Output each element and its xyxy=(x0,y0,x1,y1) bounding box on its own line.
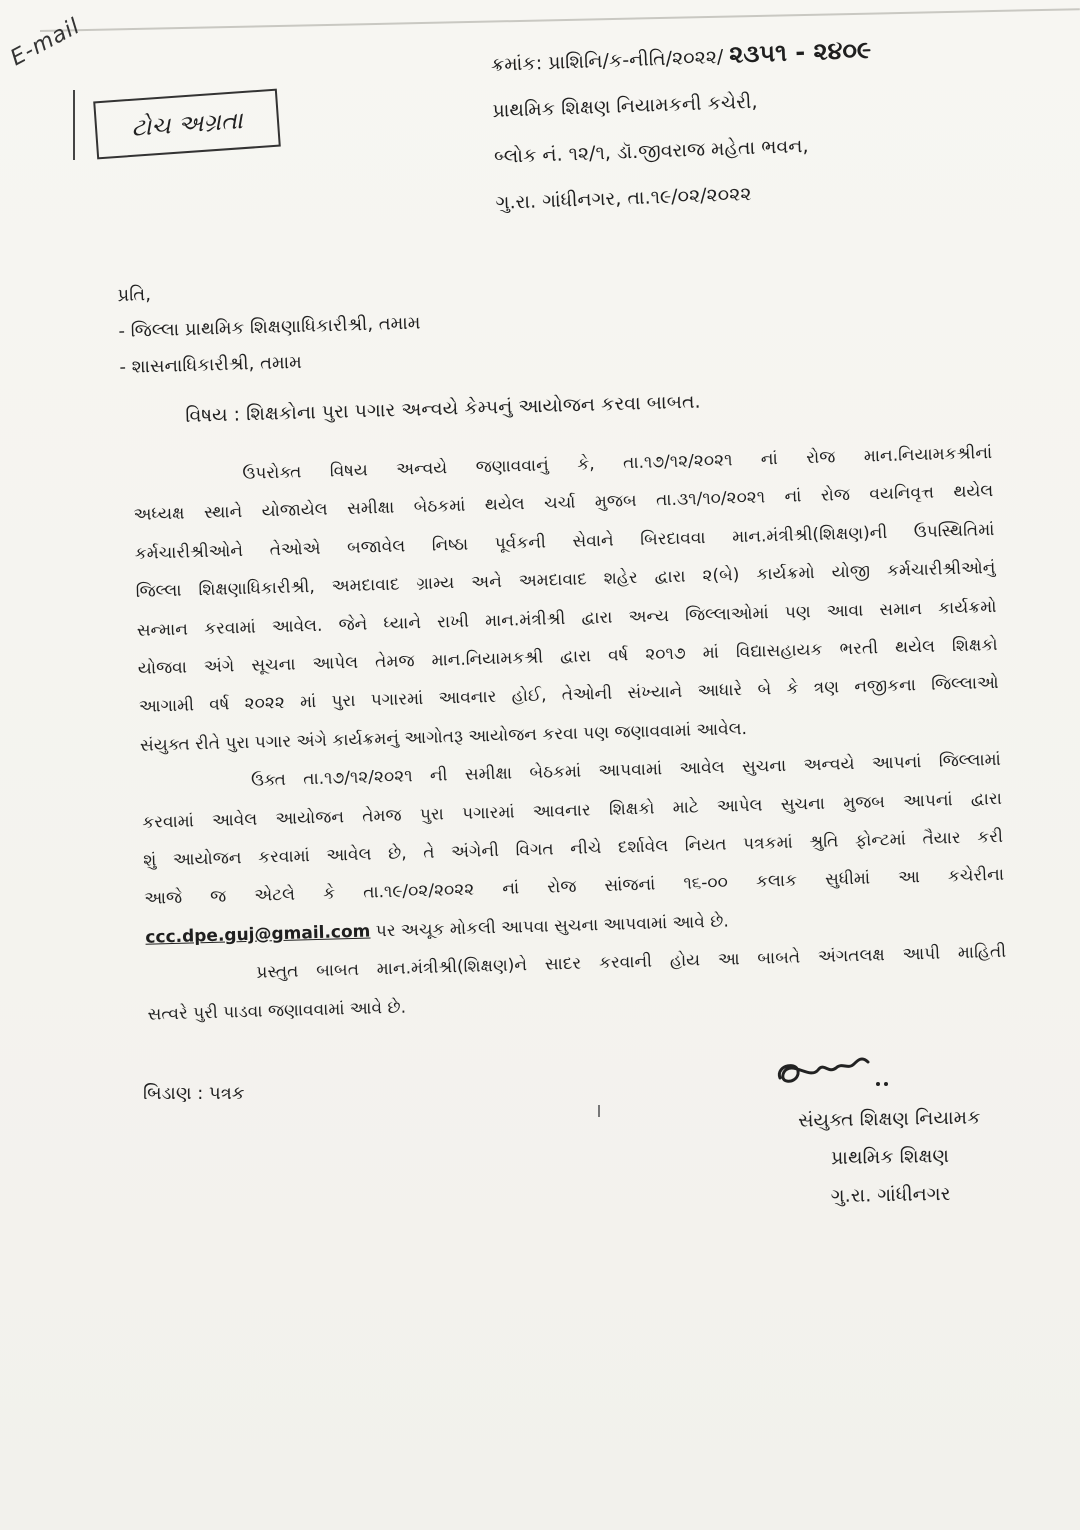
body-line: કરવામાં આવેલ આયોજન તેમજ પુરા પગારમાં આવનાર શિક્ષકો માટે આપેલ સુચના મુજબ આપનાં દ્વારા xyxy=(141,788,1003,833)
body-line: શું આયોજન કરવામાં આવેલ છે, તે અંગેની વિગત નીચે દર્શાવેલ નિયત પત્રકમાં શ્રુતિ ફોન્ટમાં તૈયાર કરી xyxy=(142,826,1004,871)
body-line: આગામી વર્ષ ૨૦૨૨ માં પુરા પગારમાં આવનાર હોઈ, તેઓની સંખ્યાને આધારે બે કે ત્રણ નજીકના જિલ્લાઓ xyxy=(138,673,999,718)
office-name: પ્રાથમિક શિક્ષણ નિયામકની કચેરી, xyxy=(492,90,758,122)
scan-mark xyxy=(598,1105,600,1117)
reference-number-handwritten: ૨૩૫૧ - ૨૪૦૯ xyxy=(728,35,872,69)
scan-edge-mark xyxy=(73,90,75,160)
enclosure: બિડાણ : પત્રક xyxy=(143,1083,245,1104)
signatory-block xyxy=(759,1098,1021,1217)
reference-number-prefix: ક્રમાંક: પ્રાશિનિ/ક-નીતિ/૨૦૨૨/ xyxy=(490,45,724,76)
office-address: બ્લોક નં. ૧૨/૧, ડૉ.જીવરાજ મહેતા ભવન, xyxy=(493,134,809,168)
email-link[interactable]: ccc.dpe.guj@gmail.com xyxy=(145,921,371,948)
recipient-item: - શાસનાધિકારીશ્રી, તમામ xyxy=(119,351,303,378)
signatory-department: પ્રાથમિક શિક્ષણ xyxy=(830,1144,950,1170)
reference-block xyxy=(490,20,1056,225)
body-line-email-text: પર અચૂક મોકલી આપવા સુચના આપવામાં આવે છે. xyxy=(375,911,730,942)
body-line: અધ્યક્ષ સ્થાને યોજાયેલ સમીક્ષા બેઠકમાં થયેલ ચર્ચા મુજબ તા.૩૧/૧૦/૨૦૨૧ નાં રોજ વયનિવૃત્ત થયેલ xyxy=(133,481,994,526)
body-line: ઉક્ત તા.૧૭/૧૨/૨૦૨૧ ની સમીક્ષા બેઠકમાં આપવામાં આવેલ સુચના અન્વયે આપનાં જિલ્લામાં xyxy=(250,750,1002,792)
body-line: પ્રસ્તુત બાબત માન.મંત્રીશ્રી(શિક્ષણ)ને સાદર કરવાની હોય આ બાબતે અંગતલક્ષ આપી માહિતી xyxy=(256,942,1007,984)
letter-body xyxy=(132,433,1028,1033)
body-line: યોજવા અંગે સૂચના આપેલ તેમજ માન.નિયામકશ્રી દ્વારા વર્ષ ૨૦૧૭ માં વિદ્યાસહાયક ભરતી થયેલ શિક્ષકો xyxy=(137,634,998,679)
body-line: સત્વરે પુરી પાડવા જણાવવામાં આવે છે. xyxy=(147,997,407,1025)
recipients-salutation: પ્રતિ, xyxy=(117,284,152,306)
signature-icon xyxy=(770,1040,900,1100)
margin-note: E-mail xyxy=(6,13,85,72)
signatory-designation: સંયુક્ત શિક્ષણ નિયામક xyxy=(797,1106,981,1132)
body-line: જિલ્લા શિક્ષણાધિકારીશ્રી, અમદાવાદ ગ્રામ્ય અને અમદાવાદ શહેર દ્વારા ૨(બે) કાર્યક્રમો યોજી કર્મચારીશ્રીઓનું xyxy=(135,558,996,603)
recipients-block xyxy=(117,264,620,386)
priority-stamp xyxy=(93,89,281,160)
body-line: આજે જ એટલે કે તા.૧૯/૦૨/૨૦૨૨ નાં રોજ સાંજનાં ૧૬-૦૦ કલાક સુધીમાં આ કચેરીના xyxy=(144,865,1005,910)
subject-line: વિષય : શિક્ષકોના પુરા પગાર અન્વયે કેમ્પનું આયોજન કરવા બાબત. xyxy=(185,390,701,427)
recipient-item: - જિલ્લા પ્રાથમિક શિક્ષણાધિકારીશ્રી, તમામ xyxy=(118,312,421,342)
signatory-place: ગુ.રા. ગાંધીનગર xyxy=(830,1182,951,1208)
priority-stamp-text: ટોચ અગ્રતા xyxy=(130,106,244,142)
body-line: કર્મચારીશ્રીઓને તેઓએ બજાવેલ નિષ્ઠા પૂર્વકની સેવાને બિરદાવવા માન.મંત્રીશ્રી(શિક્ષણ)ની ઉપસ્થિતિમાં xyxy=(134,519,995,564)
body-line: ઉપરોક્ત વિષય અન્વયે જણાવવાનું કે, તા.૧૭/૧૨/૨૦૨૧ નાં રોજ માન.નિયામકશ્રીનાં xyxy=(242,442,993,484)
body-line: સંયુક્ત રીતે પુરા પગાર અંગે કાર્યક્રમનું આગોતરૂ આયોજન કરવા પણ જણાવવામાં આવેલ. xyxy=(139,718,748,756)
body-line: સન્માન કરવામાં આવેલ. જેને ધ્યાને રાખી માન.મંત્રીશ્રી દ્વારા અન્ય જિલ્લાઓમાં પણ આવા સમાન કાર્યક્રમો xyxy=(136,596,997,641)
city-date: ગુ.રા. ગાંધીનગર, તા.૧૯/૦૨/૨૦૨૨ xyxy=(495,182,752,214)
